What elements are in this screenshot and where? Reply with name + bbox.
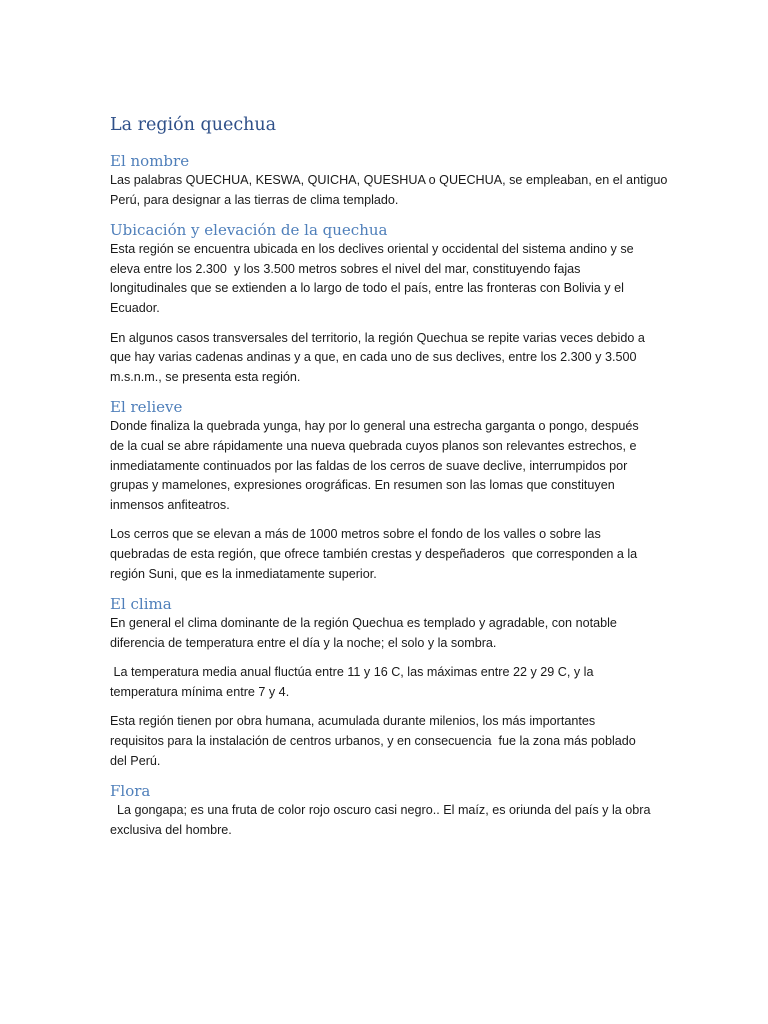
section-heading: El nombre (110, 152, 190, 170)
section-heading: Flora (110, 782, 151, 801)
section-heading: El relieve (110, 398, 183, 417)
paragraph: Esta región se encuentra ubicada en los declives oriental y occidental del sistema andino y se eleva entre los 2.300 y los 3.500 metros sobres el nivel del mar, constituyendo fajas longitudinales que se extienden a lo largo de todo el país, entre las fronteras con Bolivia y el Ecuador. (110, 242, 634, 315)
document-title: La región quechua (110, 115, 277, 135)
paragraph: La temperatura media anual fluctúa entre 11 y 16 C, las máximas entre 22 y 29 C, y la temperatura mínima entre 7 y 4. (110, 665, 594, 699)
section-ubicacion (110, 220, 668, 387)
paragraph: Donde finaliza la quebrada yunga, hay por lo general una estrecha garganta o pongo, después de la cual se abre rápidamente una nueva quebrada cuyos planos son relevantes estrechos, e inmediatamente continuados por las faldas de los cerros de suave declive, interrumpidos por grupas y mamelones, expresiones orográficas. En resumen son las lomas que constituyen inmensos anfiteatros. (110, 419, 639, 512)
paragraph: En algunos casos transversales del territorio, la región Quechua se repite varias veces debido a que hay varias cadenas andinas y a que, en cada uno de sus declives, entre los 2.300 y 3.500 m.s.n.m., se presenta esta región. (110, 330, 645, 384)
paragraph: Los cerros que se elevan a más de 1000 metros sobre el fondo de los valles o sobre las quebradas de esta región, que ofrece también crestas y despeñaderos que corresponden a la región Suni, que es la inmediatamente superior. (110, 527, 638, 581)
paragraph: Las palabras QUECHUA, KESWA, QUICHA, QUESHUA o QUECHUA, se empleaban, en el antiguo Perú, para designar a las tierras de clima templado. (110, 173, 668, 207)
paragraph: La gongapa; es una fruta de color rojo oscuro casi negro.. El maíz, es oriunda del país y la obra exclusiva del hombre. (110, 803, 651, 837)
paragraph: En general el clima dominante de la región Quechua es templado y agradable, con notable diferencia de temperatura entre el día y la noche; el solo y la sombra. (110, 616, 617, 650)
section-relieve (110, 397, 668, 584)
section-nombre (110, 151, 668, 210)
section-heading: El clima (110, 595, 172, 614)
section-heading: Ubicación y elevación de la quechua (110, 221, 388, 240)
section-flora (110, 781, 668, 840)
paragraph: Esta región tienen por obra humana, acumulada durante milenios, los más importantes requisitos para la instalación de centros urbanos, y en consecuencia fue la zona más poblado del Perú. (110, 714, 636, 768)
section-clima (110, 594, 668, 771)
